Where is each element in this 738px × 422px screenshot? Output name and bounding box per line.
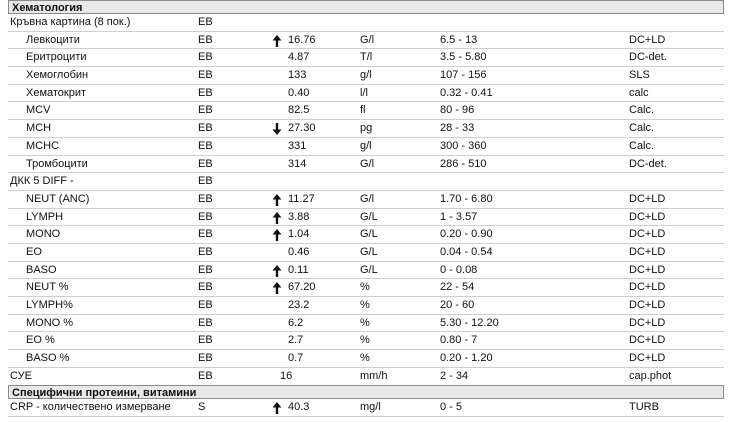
result-unit: g/l <box>360 69 372 82</box>
result-row <box>8 399 724 417</box>
specimen-code: ЕВ <box>198 352 213 365</box>
result-value: 314 <box>288 157 307 170</box>
method-code: DC+LD <box>629 245 666 258</box>
result-unit: % <box>360 316 370 329</box>
result-unit: G/L <box>360 263 378 276</box>
test-name: ДКК 5 DIFF - <box>10 175 74 188</box>
specimen-code: ЕВ <box>198 157 213 170</box>
result-row <box>8 32 724 50</box>
reference-range: 0.32 - 0.41 <box>440 86 493 99</box>
reference-range: 286 - 510 <box>440 157 487 170</box>
section-header: Специфични протеини, витамини <box>8 385 724 399</box>
result-row <box>8 14 724 32</box>
result-row <box>8 85 724 103</box>
result-unit: fl <box>360 104 366 117</box>
method-code: Calc. <box>629 104 655 117</box>
method-code: TURB <box>629 401 659 414</box>
reference-range: 300 - 360 <box>440 139 487 152</box>
result-value: 16.76 <box>288 33 316 46</box>
reference-range: 0.04 - 0.54 <box>440 245 493 258</box>
result-row <box>8 120 724 138</box>
result-unit: pg <box>360 122 373 135</box>
result-value: 6.2 <box>288 316 304 329</box>
result-unit: G/l <box>360 33 375 46</box>
result-unit: g/l <box>360 139 372 152</box>
specimen-code: ЕВ <box>198 299 213 311</box>
specimen-code: ЕВ <box>198 210 213 223</box>
result-unit: G/l <box>360 192 375 205</box>
method-code: DC+LD <box>629 33 666 46</box>
test-name: CRP - количествено измерване <box>10 401 171 414</box>
test-name: BASO % <box>26 352 70 365</box>
result-unit: G/L <box>360 228 378 241</box>
reference-range: 1.70 - 6.80 <box>440 192 493 205</box>
reference-range: 0.80 - 7 <box>440 334 478 347</box>
result-unit: G/L <box>360 210 378 223</box>
result-value: 0.7 <box>288 352 304 365</box>
result-value: 331 <box>288 139 307 152</box>
reference-range: 0.20 - 1.20 <box>440 352 493 365</box>
result-value: 0.40 <box>288 86 310 99</box>
result-row <box>8 332 724 350</box>
specimen-code: S <box>198 401 206 414</box>
specimen-code: ЕВ <box>198 369 213 382</box>
result-value: 4.87 <box>288 51 310 64</box>
method-code: Calc. <box>629 139 655 152</box>
result-value: 0.46 <box>288 245 310 258</box>
result-value: 82.5 <box>288 104 310 117</box>
method-code: DC+LD <box>629 334 666 347</box>
specimen-code: ЕВ <box>198 51 213 64</box>
lab-results-sheet <box>8 0 724 417</box>
result-row <box>8 191 724 209</box>
result-row <box>8 156 724 174</box>
result-value: 0.11 <box>288 263 309 276</box>
arrow-down-icon <box>272 120 282 137</box>
test-name: LYMPH <box>26 210 64 223</box>
reference-range: 0.20 - 0.90 <box>440 228 493 241</box>
reference-range: 22 - 54 <box>440 281 475 294</box>
specimen-code: ЕВ <box>198 334 213 347</box>
method-code: DC+LD <box>629 352 666 365</box>
result-unit: mm/h <box>360 369 388 382</box>
test-name: MONO <box>26 228 61 241</box>
reference-range: 28 - 33 <box>440 122 475 135</box>
test-name: Левкоцити <box>26 33 80 46</box>
reference-range: 3.5 - 5.80 <box>440 51 487 64</box>
result-value: 3.88 <box>288 210 310 223</box>
test-name: MCV <box>26 104 51 117</box>
test-name: Хемоглобин <box>26 69 89 82</box>
result-value: 27.30 <box>288 122 316 135</box>
method-code: DC+LD <box>629 281 666 294</box>
test-name: MCHC <box>26 139 59 152</box>
specimen-code: ЕВ <box>198 175 213 188</box>
result-value: 1.04 <box>288 228 310 241</box>
test-name: MCH <box>26 122 52 135</box>
specimen-code: ЕВ <box>198 316 213 329</box>
reference-range: 0 - 5 <box>440 401 463 414</box>
reference-range: 6.5 - 13 <box>440 33 478 46</box>
method-code: DC-det. <box>629 51 667 64</box>
method-code: DC+LD <box>629 316 666 329</box>
result-value: 11.27 <box>288 192 315 205</box>
arrow-up-icon <box>272 32 282 49</box>
test-name: EO <box>26 245 42 258</box>
result-value: 16 <box>280 369 293 382</box>
reference-range: 1 - 3.57 <box>440 210 478 223</box>
arrow-up-icon <box>272 262 282 279</box>
result-unit: G/L <box>360 245 378 258</box>
reference-range: 0 - 0.08 <box>440 263 478 276</box>
specimen-code: ЕВ <box>198 69 213 82</box>
specimen-code: ЕВ <box>198 104 213 117</box>
test-name: NEUT % <box>26 281 69 294</box>
result-row <box>8 315 724 333</box>
specimen-code: ЕВ <box>198 263 213 276</box>
method-code: DC+LD <box>629 299 666 311</box>
specimen-code: ЕВ <box>198 86 213 99</box>
result-row <box>8 209 724 227</box>
result-unit: % <box>360 281 370 294</box>
result-value: 23.2 <box>288 299 310 311</box>
specimen-code: ЕВ <box>198 281 213 294</box>
result-unit: % <box>360 352 370 365</box>
result-row <box>8 350 724 368</box>
method-code: calc <box>629 86 649 99</box>
result-row <box>8 173 724 191</box>
result-row <box>8 138 724 156</box>
specimen-code: ЕВ <box>198 228 213 241</box>
specimen-code: ЕВ <box>198 122 213 135</box>
arrow-up-icon <box>272 279 282 296</box>
reference-range: 107 - 156 <box>440 69 487 82</box>
result-row <box>8 67 724 85</box>
result-row <box>8 368 724 386</box>
specimen-code: ЕВ <box>198 245 213 258</box>
test-name: MONO % <box>26 316 74 329</box>
specimen-code: ЕВ <box>198 192 213 205</box>
result-row <box>8 262 724 280</box>
result-value: 67.20 <box>288 281 316 294</box>
test-name: BASO <box>26 263 57 276</box>
result-unit: T/l <box>360 51 373 64</box>
result-value: 133 <box>288 69 307 82</box>
test-name: NEUT (ANC) <box>26 192 90 205</box>
result-unit: % <box>360 299 370 311</box>
result-row <box>8 226 724 244</box>
specimen-code: ЕВ <box>198 33 213 46</box>
test-name: СУЕ <box>10 369 32 382</box>
reference-range: 5.30 - 12.20 <box>440 316 499 329</box>
result-unit: G/l <box>360 157 375 170</box>
test-name: EO % <box>26 334 55 347</box>
method-code: DC+LD <box>629 192 666 205</box>
result-row <box>8 244 724 262</box>
result-row <box>8 49 724 67</box>
test-name: Еритроцити <box>26 51 87 64</box>
result-row <box>8 297 724 315</box>
result-unit: % <box>360 334 370 347</box>
result-unit: l/l <box>360 86 368 99</box>
specimen-code: ЕВ <box>198 139 213 152</box>
result-value: 40.3 <box>288 401 310 414</box>
result-unit: mg/l <box>360 401 381 414</box>
method-code: DC+LD <box>629 263 666 276</box>
reference-range: 2 - 34 <box>440 369 469 382</box>
method-code: DC+LD <box>629 210 666 223</box>
specimen-code: ЕВ <box>198 16 213 28</box>
arrow-up-icon <box>272 226 282 243</box>
arrow-up-icon <box>272 191 282 208</box>
section-header: Хематология <box>8 0 724 14</box>
method-code: cap.phot <box>629 369 672 382</box>
method-code: Calc. <box>629 122 655 135</box>
result-value: 2.7 <box>288 334 304 347</box>
method-code: DC+LD <box>629 228 666 241</box>
result-row <box>8 279 724 297</box>
method-code: DC-det. <box>629 157 667 170</box>
method-code: SLS <box>629 69 650 82</box>
test-name: Тромбоцити <box>26 157 88 170</box>
arrow-up-icon <box>272 209 282 226</box>
test-name: LYMPH% <box>26 299 73 311</box>
result-row <box>8 102 724 120</box>
test-name: Хематокрит <box>26 86 87 99</box>
arrow-up-icon <box>272 399 282 416</box>
reference-range: 80 - 96 <box>440 104 475 117</box>
test-name: Кръвна картина (8 пок.) <box>10 16 131 28</box>
reference-range: 20 - 60 <box>440 299 475 311</box>
